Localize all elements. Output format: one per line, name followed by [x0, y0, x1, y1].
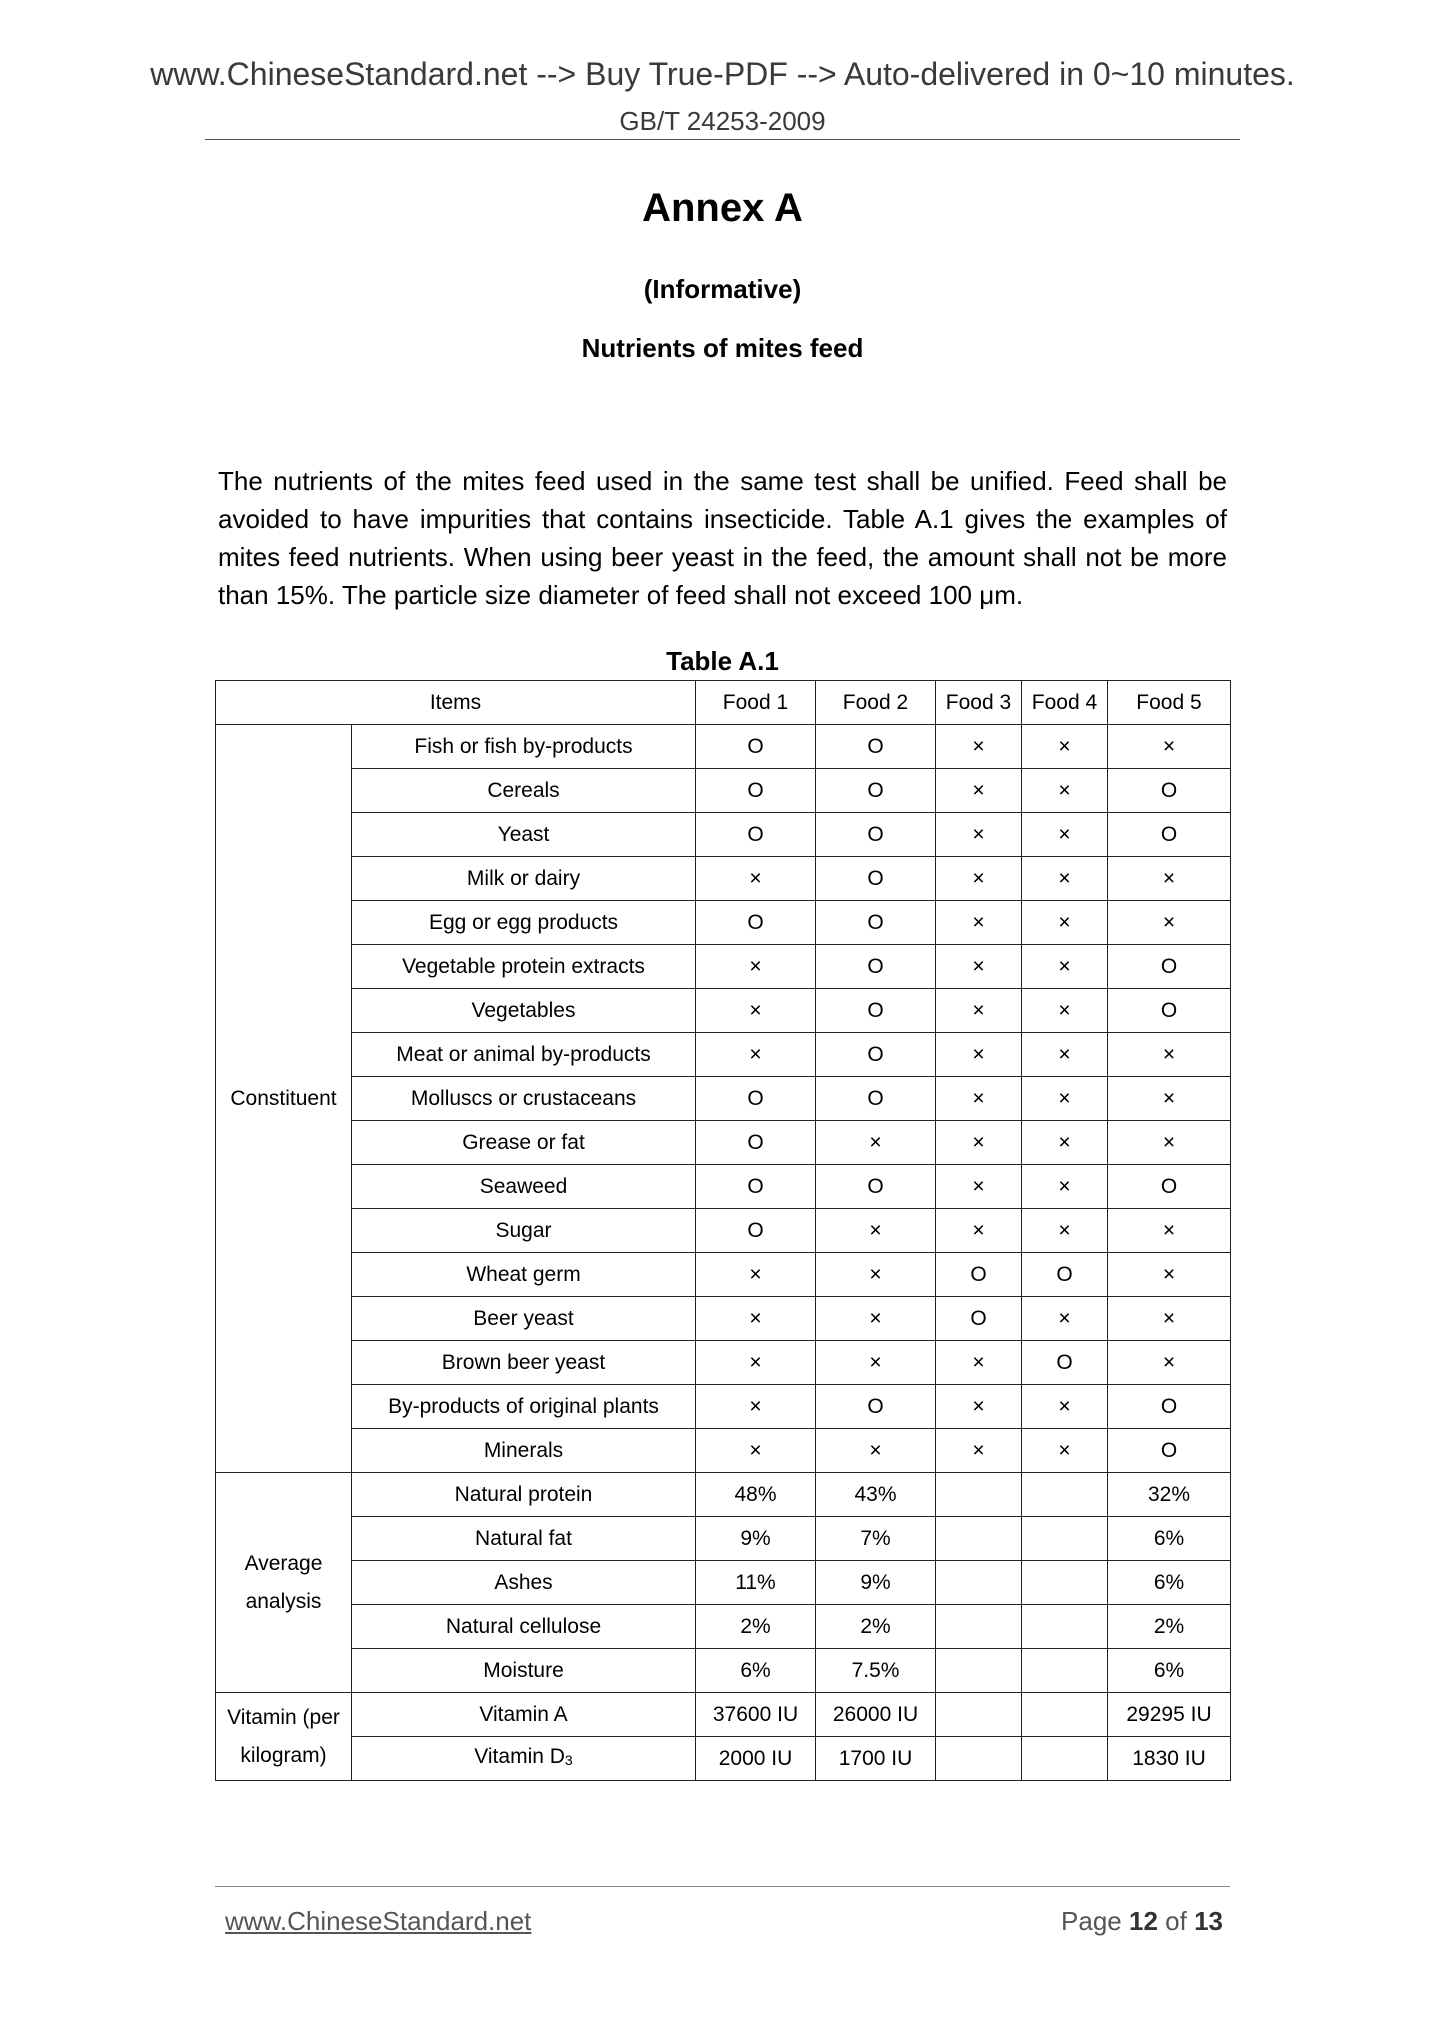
- item-cell: [352, 1297, 696, 1341]
- header-food-1: Food 1: [696, 681, 816, 725]
- value-cell: O: [696, 769, 816, 813]
- value-cell: ×: [1022, 1429, 1108, 1473]
- value-cell: ×: [1108, 1209, 1231, 1253]
- value-cell: O: [696, 1209, 816, 1253]
- value-cell: ×: [1108, 1297, 1231, 1341]
- value-cell: ×: [816, 1429, 936, 1473]
- value-cell: O: [1108, 813, 1231, 857]
- header-food-2: Food 2: [816, 681, 936, 725]
- value-cell: [1022, 1473, 1108, 1517]
- value-cell: 6%: [696, 1649, 816, 1693]
- annex-type: (Informative): [643, 274, 802, 304]
- value-cell: ×: [936, 857, 1022, 901]
- item-label: Egg or egg products: [428, 910, 619, 934]
- item-cell: [352, 1473, 696, 1517]
- annex-heading: Nutrients of mites feed: [581, 333, 864, 363]
- value-cell: [936, 1649, 1022, 1693]
- table-row: [216, 769, 1231, 813]
- table-row: [216, 901, 1231, 945]
- value-cell: [936, 1737, 1022, 1781]
- value-cell: ×: [1022, 1209, 1108, 1253]
- item-cell: [352, 945, 696, 989]
- value-cell: 48%: [696, 1473, 816, 1517]
- value-cell: O: [816, 813, 936, 857]
- value-cell: O: [1108, 989, 1231, 1033]
- value-cell: O: [936, 1253, 1022, 1297]
- value-cell: ×: [936, 813, 1022, 857]
- group-label: [216, 1693, 352, 1781]
- table-row: [216, 813, 1231, 857]
- table-row: [216, 1649, 1231, 1693]
- table-row: [216, 857, 1231, 901]
- value-cell: ×: [696, 1341, 816, 1385]
- table-row: [216, 1737, 1231, 1781]
- annex-title: Annex A: [642, 186, 803, 230]
- value-cell: ×: [696, 1297, 816, 1341]
- value-cell: [936, 1693, 1022, 1737]
- table-row: [216, 1165, 1231, 1209]
- value-cell: ×: [936, 1429, 1022, 1473]
- value-cell: ×: [1108, 1033, 1231, 1077]
- item-label: Ashes: [494, 1570, 553, 1594]
- item-cell: [352, 1649, 696, 1693]
- value-cell: ×: [936, 1341, 1022, 1385]
- value-cell: 1830 IU: [1108, 1737, 1231, 1781]
- value-cell: O: [696, 1121, 816, 1165]
- page-prefix: Page: [1061, 1906, 1122, 1936]
- value-cell: ×: [936, 901, 1022, 945]
- value-cell: ×: [1108, 901, 1231, 945]
- item-label: Seaweed: [479, 1174, 568, 1198]
- table-row: [216, 1121, 1231, 1165]
- value-cell: ×: [1022, 945, 1108, 989]
- value-cell: O: [936, 1297, 1022, 1341]
- value-cell: 2%: [816, 1605, 936, 1649]
- value-cell: O: [816, 945, 936, 989]
- value-cell: [1022, 1737, 1108, 1781]
- value-cell: ×: [696, 1385, 816, 1429]
- item-label: Brown beer yeast: [441, 1350, 606, 1374]
- item-label: Natural cellulose: [445, 1614, 602, 1638]
- value-cell: O: [1108, 1429, 1231, 1473]
- item-cell: [352, 1561, 696, 1605]
- item-label: Natural fat: [475, 1526, 572, 1550]
- value-cell: O: [696, 1165, 816, 1209]
- value-cell: ×: [696, 1429, 816, 1473]
- item-label: By-products of original plants: [388, 1394, 659, 1418]
- item-cell: [352, 813, 696, 857]
- item-label: Wheat germ: [466, 1262, 581, 1286]
- value-cell: ×: [936, 1385, 1022, 1429]
- value-cell: ×: [1108, 725, 1231, 769]
- table-row: [216, 1253, 1231, 1297]
- value-cell: [936, 1561, 1022, 1605]
- item-label: Meat or animal by-products: [396, 1042, 651, 1066]
- item-cell: [352, 1737, 696, 1781]
- group-label-line: Average: [244, 1551, 323, 1575]
- group-label: [216, 1473, 352, 1693]
- table-row: [216, 1341, 1231, 1385]
- item-cell: [352, 1165, 696, 1209]
- value-cell: O: [816, 989, 936, 1033]
- item-cell: [352, 989, 696, 1033]
- value-cell: 2000 IU: [696, 1737, 816, 1781]
- value-cell: ×: [936, 1209, 1022, 1253]
- value-cell: 32%: [1108, 1473, 1231, 1517]
- value-cell: [936, 1517, 1022, 1561]
- group-label-line: Vitamin (per: [227, 1705, 340, 1729]
- item-label: Yeast: [497, 822, 550, 846]
- value-cell: O: [816, 725, 936, 769]
- value-cell: O: [816, 1077, 936, 1121]
- table-row: [216, 945, 1231, 989]
- value-cell: ×: [1022, 1121, 1108, 1165]
- table-caption: Table A.1: [666, 646, 779, 676]
- value-cell: [1022, 1561, 1108, 1605]
- value-cell: ×: [936, 725, 1022, 769]
- value-cell: 6%: [1108, 1517, 1231, 1561]
- header-divider: [205, 139, 1240, 140]
- value-cell: O: [816, 901, 936, 945]
- value-cell: 43%: [816, 1473, 936, 1517]
- value-cell: 7.5%: [816, 1649, 936, 1693]
- table-row: [216, 1429, 1231, 1473]
- value-cell: ×: [1108, 857, 1231, 901]
- value-cell: O: [816, 769, 936, 813]
- value-cell: O: [1108, 769, 1231, 813]
- value-cell: ×: [936, 1165, 1022, 1209]
- header-food-4: Food 4: [1022, 681, 1108, 725]
- value-cell: ×: [936, 1077, 1022, 1121]
- item-cell: [352, 901, 696, 945]
- value-cell: 2%: [1108, 1605, 1231, 1649]
- value-cell: ×: [816, 1121, 936, 1165]
- table-row: [216, 1297, 1231, 1341]
- value-cell: ×: [1022, 1385, 1108, 1429]
- group-label-line: kilogram): [240, 1743, 327, 1767]
- value-cell: O: [1108, 1165, 1231, 1209]
- item-label: Cereals: [487, 778, 560, 802]
- item-cell: [352, 1517, 696, 1561]
- value-cell: 11%: [696, 1561, 816, 1605]
- value-cell: O: [1022, 1253, 1108, 1297]
- table-row: [216, 1209, 1231, 1253]
- item-label: Moisture: [483, 1658, 564, 1682]
- value-cell: ×: [1022, 857, 1108, 901]
- value-cell: 6%: [1108, 1649, 1231, 1693]
- item-label: Milk or dairy: [466, 866, 581, 890]
- item-cell: [352, 1253, 696, 1297]
- value-cell: O: [696, 901, 816, 945]
- value-cell: O: [1108, 1385, 1231, 1429]
- item-label: Minerals: [483, 1438, 564, 1462]
- value-cell: [936, 1605, 1022, 1649]
- item-cell: [352, 1077, 696, 1121]
- item-cell: [352, 1429, 696, 1473]
- group-label: Constituent: [216, 725, 352, 1473]
- value-cell: 26000 IU: [816, 1693, 936, 1737]
- value-cell: ×: [696, 989, 816, 1033]
- value-cell: ×: [1022, 1297, 1108, 1341]
- value-cell: O: [696, 1077, 816, 1121]
- value-cell: [1022, 1649, 1108, 1693]
- intro-paragraph: The nutrients of the mites feed used in the same test shall be unified. Feed shall be avoided to have impurities that contains insecticide. Table A.1 gives the examples of mites feed nutrients. When using beer yeast in the feed, the amount shall not be more than 15%. The particle size diameter of feed shall not exceed 100 μm.: [218, 466, 1227, 610]
- table-row: [216, 1473, 1231, 1517]
- value-cell: [1022, 1605, 1108, 1649]
- value-cell: ×: [1022, 901, 1108, 945]
- value-cell: ×: [816, 1297, 936, 1341]
- value-cell: ×: [1022, 989, 1108, 1033]
- value-cell: 1700 IU: [816, 1737, 936, 1781]
- value-cell: ×: [696, 1033, 816, 1077]
- item-label: Molluscs or crustaceans: [410, 1086, 637, 1110]
- item-cell: [352, 1121, 696, 1165]
- page-indicator: [1061, 1906, 1223, 1937]
- table-row: [216, 1561, 1231, 1605]
- table-row: [216, 989, 1231, 1033]
- item-cell: [352, 857, 696, 901]
- value-cell: ×: [1022, 1033, 1108, 1077]
- value-cell: ×: [696, 1253, 816, 1297]
- value-cell: [1022, 1517, 1108, 1561]
- value-cell: [1022, 1693, 1108, 1737]
- value-cell: 9%: [696, 1517, 816, 1561]
- value-cell: ×: [1022, 813, 1108, 857]
- item-label: Grease or fat: [462, 1130, 585, 1154]
- item-cell: [352, 1385, 696, 1429]
- value-cell: [936, 1473, 1022, 1517]
- header-food-3: Food 3: [936, 681, 1022, 725]
- header-items: Items: [216, 681, 696, 725]
- item-label: Beer yeast: [473, 1306, 574, 1330]
- page-current: 12: [1129, 1906, 1158, 1936]
- value-cell: ×: [936, 1033, 1022, 1077]
- table-row: [216, 1517, 1231, 1561]
- item-label: Vegetables: [471, 998, 576, 1022]
- value-cell: O: [1108, 945, 1231, 989]
- group-label-line: analysis: [245, 1589, 322, 1613]
- footer-link[interactable]: www.ChineseStandard.net: [225, 1906, 532, 1936]
- item-cell: [352, 769, 696, 813]
- page-total: 13: [1194, 1906, 1223, 1936]
- value-cell: 6%: [1108, 1561, 1231, 1605]
- value-cell: ×: [1108, 1253, 1231, 1297]
- value-cell: O: [1022, 1341, 1108, 1385]
- value-cell: ×: [936, 1121, 1022, 1165]
- value-cell: ×: [696, 857, 816, 901]
- nutrients-table: [215, 680, 1231, 1781]
- item-cell: [352, 1693, 696, 1737]
- value-cell: O: [696, 813, 816, 857]
- item-label: Vitamin A: [479, 1702, 568, 1726]
- value-cell: ×: [936, 945, 1022, 989]
- table-row: [216, 1077, 1231, 1121]
- footer-divider: [215, 1886, 1230, 1887]
- table-row: [216, 1033, 1231, 1077]
- standard-code: GB/T 24253-2009: [619, 106, 826, 136]
- value-cell: 2%: [696, 1605, 816, 1649]
- table-row: [216, 1605, 1231, 1649]
- item-label: Fish or fish by-products: [414, 734, 633, 758]
- item-label: Natural protein: [454, 1482, 593, 1506]
- value-cell: 37600 IU: [696, 1693, 816, 1737]
- item-cell: [352, 1033, 696, 1077]
- item-cell: [352, 1605, 696, 1649]
- header-banner: www.ChineseStandard.net --> Buy True-PDF --> Auto-delivered in 0~10 minutes.: [150, 56, 1295, 92]
- value-cell: O: [816, 1385, 936, 1429]
- value-cell: ×: [1022, 769, 1108, 813]
- value-cell: 9%: [816, 1561, 936, 1605]
- value-cell: ×: [1022, 725, 1108, 769]
- value-cell: ×: [936, 769, 1022, 813]
- value-cell: O: [816, 1165, 936, 1209]
- table-row: [216, 1385, 1231, 1429]
- header-food-5: Food 5: [1108, 681, 1231, 725]
- value-cell: 29295 IU: [1108, 1693, 1231, 1737]
- value-cell: O: [816, 857, 936, 901]
- value-cell: 7%: [816, 1517, 936, 1561]
- page-of: of: [1165, 1906, 1187, 1936]
- table-header-row: [216, 681, 1231, 725]
- value-cell: ×: [936, 989, 1022, 1033]
- table-body: [216, 681, 1231, 1781]
- value-cell: ×: [816, 1253, 936, 1297]
- item-label: Sugar: [495, 1218, 552, 1242]
- table-row: [216, 725, 1231, 769]
- value-cell: O: [816, 1033, 936, 1077]
- item-cell: [352, 725, 696, 769]
- value-cell: ×: [1022, 1077, 1108, 1121]
- value-cell: ×: [1022, 1165, 1108, 1209]
- value-cell: ×: [1108, 1077, 1231, 1121]
- value-cell: ×: [1108, 1341, 1231, 1385]
- value-cell: ×: [696, 945, 816, 989]
- item-cell: [352, 1209, 696, 1253]
- item-label: Vitamin D: [474, 1745, 565, 1768]
- value-cell: ×: [816, 1341, 936, 1385]
- item-cell: [352, 1341, 696, 1385]
- value-cell: ×: [816, 1209, 936, 1253]
- item-subscript: 3: [564, 1752, 573, 1768]
- table-row: [216, 1693, 1231, 1737]
- value-cell: O: [696, 725, 816, 769]
- value-cell: ×: [1108, 1121, 1231, 1165]
- item-label: Vegetable protein extracts: [402, 954, 645, 978]
